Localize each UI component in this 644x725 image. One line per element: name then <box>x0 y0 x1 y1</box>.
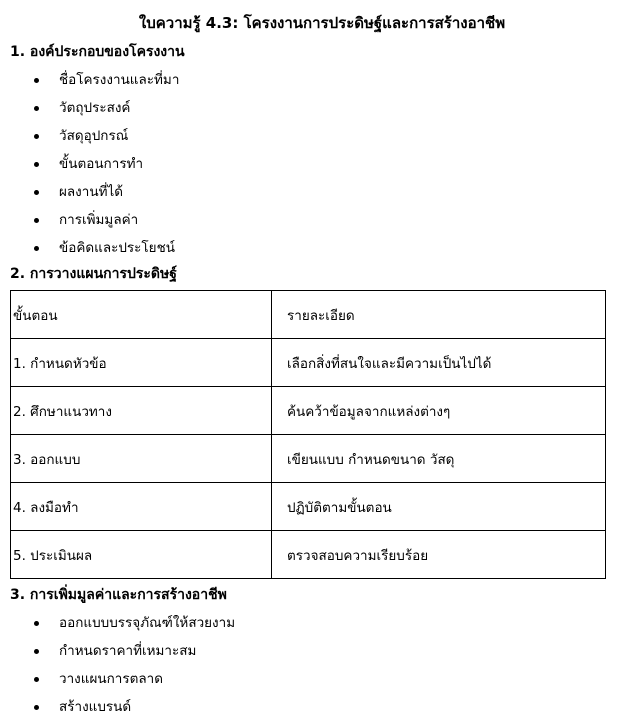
table-row <box>11 339 606 387</box>
table-cell: 3. ออกแบบ <box>11 435 272 483</box>
bullet-icon <box>34 621 39 626</box>
table-header-cell: รายละเอียด <box>272 291 606 339</box>
section1-heading: 1. องค์ประกอบของโครงงาน <box>10 44 185 60</box>
list-item-text: วางแผนการตลาด <box>59 671 163 687</box>
bullet-icon <box>34 677 39 682</box>
table-cell: 5. ประเมินผล <box>11 531 272 579</box>
list-item <box>0 150 179 178</box>
table-cell: 4. ลงมือทำ <box>11 483 272 531</box>
section2-heading: 2. การวางแผนการประดิษฐ์ <box>10 266 177 282</box>
section3-heading: 3. การเพิ่มมูลค่าและการสร้างอาชีพ <box>10 587 227 603</box>
list-item-text: ชื่อโครงงานและที่มา <box>59 72 180 88</box>
bullet-icon <box>34 134 39 139</box>
bullet-icon <box>34 218 39 223</box>
list-item-text: ผลงานที่ได้ <box>59 184 124 200</box>
list-item <box>0 234 179 262</box>
table-cell: ตรวจสอบความเรียบร้อย <box>272 531 606 579</box>
section1-list <box>0 66 179 262</box>
table-row <box>11 435 606 483</box>
table-row <box>11 531 606 579</box>
bullet-icon <box>34 162 39 167</box>
list-item <box>0 693 235 721</box>
bullet-icon <box>34 705 39 710</box>
list-item <box>0 66 179 94</box>
list-item <box>0 609 235 637</box>
table-cell: เขียนแบบ กำหนดขนาด วัสดุ <box>272 435 606 483</box>
table-cell: ปฏิบัติตามขั้นตอน <box>272 483 606 531</box>
list-item <box>0 94 179 122</box>
list-item-text: การเพิ่มมูลค่า <box>59 212 139 228</box>
table-cell: 1. กำหนดหัวข้อ <box>11 339 272 387</box>
list-item-text: ข้อคิดและประโยชน์ <box>59 240 175 256</box>
bullet-icon <box>34 78 39 83</box>
table-cell: ค้นคว้าข้อมูลจากแหล่งต่างๆ <box>272 387 606 435</box>
planning-table <box>10 290 606 579</box>
bullet-icon <box>34 246 39 251</box>
list-item <box>0 122 179 150</box>
table-header-row <box>11 291 606 339</box>
list-item <box>0 665 235 693</box>
table-cell: 2. ศึกษาแนวทาง <box>11 387 272 435</box>
table-cell: เลือกสิ่งที่สนใจและมีความเป็นไปได้ <box>272 339 606 387</box>
list-item-text: สร้างแบรนด์ <box>59 699 132 715</box>
table-header-cell: ขั้นตอน <box>11 291 272 339</box>
list-item-text: กำหนดราคาที่เหมาะสม <box>59 643 197 659</box>
list-item-text: ขั้นตอนการทำ <box>59 156 144 172</box>
table-row <box>11 483 606 531</box>
bullet-icon <box>34 106 39 111</box>
list-item-text: วัตถุประสงค์ <box>59 100 131 116</box>
list-item-text: วัสดุอุปกรณ์ <box>59 128 129 144</box>
list-item <box>0 637 235 665</box>
document-title: ใบความรู้ 4.3: โครงงานการประดิษฐ์และการสร้างอาชีพ <box>138 14 506 32</box>
list-item <box>0 178 179 206</box>
bullet-icon <box>34 649 39 654</box>
table-row <box>11 387 606 435</box>
list-item-text: ออกแบบบรรจุภัณฑ์ให้สวยงาม <box>59 615 236 631</box>
section3-list <box>0 609 235 721</box>
bullet-icon <box>34 190 39 195</box>
list-item <box>0 206 179 234</box>
